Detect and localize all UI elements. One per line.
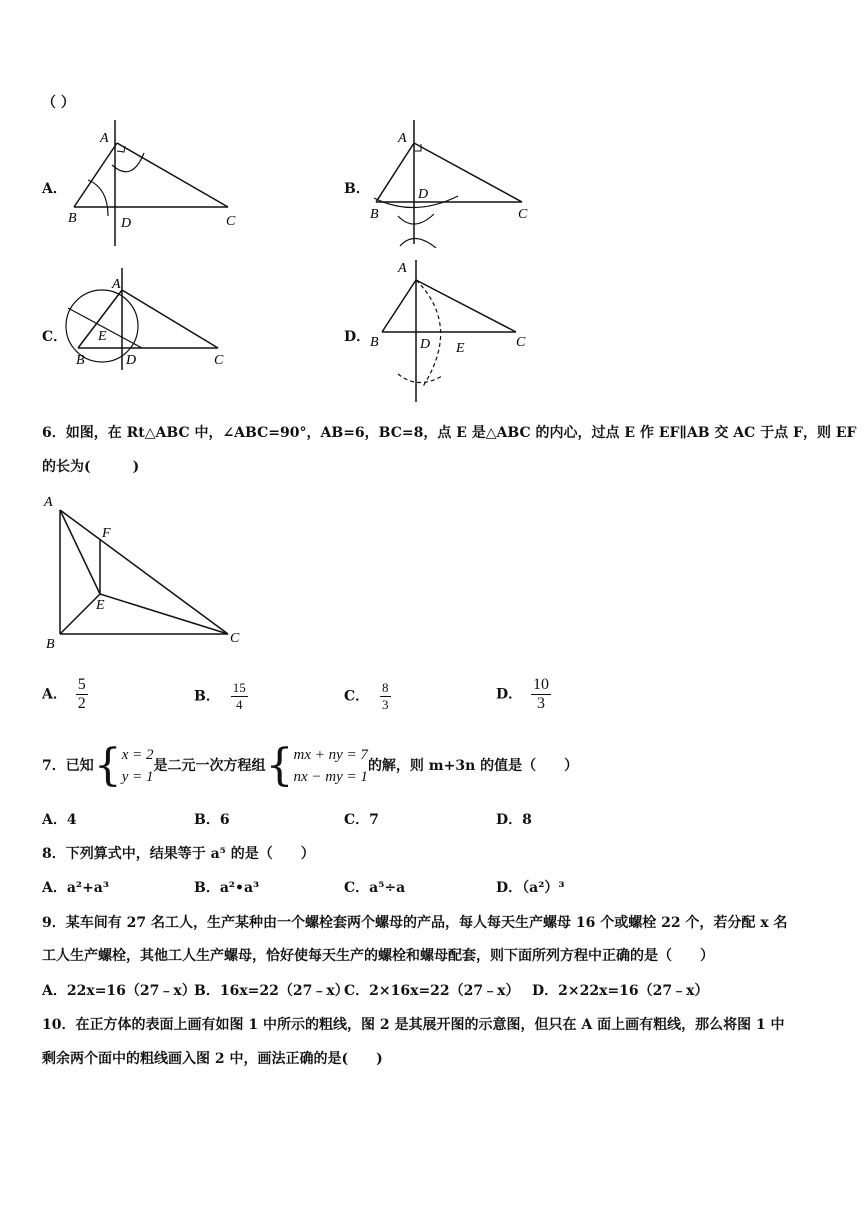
q8-stem: 8．下列算式中，结果等于 a⁵ 的是（ ）	[42, 846, 315, 862]
fig-b-label-d: D	[418, 187, 429, 202]
q5-option-c-figure	[60, 264, 240, 374]
q7-suffix: 的解，则 m+3n 的值是（ ）	[367, 758, 579, 774]
q7-stem	[42, 738, 578, 794]
q9-stem-line1: 9．某车间有 27 名工人，生产某种由一个螺栓套两个螺母的产品，每人每天生产螺母 16 个或螺栓 22 个，若分配 x 名	[42, 915, 788, 931]
q7-system-1-eq1: x = 2	[121, 747, 154, 763]
fig-c-label-c: C	[214, 353, 224, 368]
q7-option-c: C．7	[344, 812, 379, 828]
q5-option-b-letter: B．	[344, 181, 370, 197]
fig-c-label-e: E	[98, 329, 107, 344]
fig-a-label-c: C	[226, 214, 236, 229]
q6-option-b-fraction	[231, 680, 248, 713]
q6-option-d-den: 3	[537, 695, 546, 712]
q7-prefix: 7．已知	[42, 758, 94, 774]
q6-option-d-num: 10	[533, 676, 550, 693]
q10-stem-line2: 剩余两个面中的粗线画入图 2 中，画法正确的是( )	[42, 1051, 383, 1067]
q6-option-a-fraction	[76, 676, 88, 713]
q6-label-c: C	[230, 631, 240, 646]
fig-d-label-a: A	[398, 261, 407, 276]
q5-option-a-letter: A．	[42, 181, 67, 197]
q5-option-d-letter: D．	[344, 329, 371, 345]
fig-d-label-e: E	[456, 341, 465, 356]
q8-option-b: B．a²•a³	[194, 880, 260, 896]
q7-brace-2: {	[265, 740, 294, 791]
fig-c-label-d: D	[126, 353, 137, 368]
q5-option-a-figure	[60, 118, 250, 248]
q7-system-2-eq1: mx + ny = 7	[293, 747, 368, 763]
q5-option-d-figure	[362, 256, 542, 406]
q6-option-c-letter: C．	[344, 688, 370, 705]
q7-brace-1: {	[93, 740, 122, 791]
q6-option-b	[194, 680, 248, 713]
fig-b-label-c: C	[518, 207, 528, 222]
q9-option-a: A．22x=16（27﹣x）	[42, 983, 196, 999]
q6-option-a-letter: A．	[42, 686, 67, 703]
q6-option-a-den: 2	[77, 695, 86, 712]
q8-option-a: A．a²+a³	[42, 880, 109, 896]
q6-stem-line1: 6．如图，在 Rt△ABC 中，∠ABC=90°，AB=6，BC=8，点 E 是△ABC 的内心，过点 E 作 EF∥AB 交 AC 于点 F，则 EF	[42, 425, 857, 441]
fig-c-label-b: B	[76, 353, 85, 368]
q7-system-1-eq2: y = 1	[121, 769, 154, 785]
q9-option-d: D．2×22x=16（27﹣x）	[532, 983, 709, 999]
q9-stem-line2: 工人生产螺栓，其他工人生产螺母，恰好使每天生产的螺栓和螺母配套，则下面所列方程中正确的是（ ）	[42, 948, 714, 964]
q6-option-d-fraction	[531, 676, 551, 713]
q6-label-b: B	[46, 637, 55, 652]
q6-label-f: F	[102, 526, 111, 541]
q9-option-b: B．16x=22（27﹣x）	[194, 983, 349, 999]
fig-b-label-a: A	[398, 131, 407, 146]
q6-option-b-letter: B．	[194, 688, 220, 705]
q6-figure	[40, 492, 250, 654]
fig-a-label-a: A	[100, 131, 109, 146]
q9-option-c: C．2×16x=22（27﹣x）	[344, 983, 520, 999]
q6-label-a: A	[44, 495, 53, 510]
fig-c-label-a: A	[112, 277, 121, 292]
q6-option-a-num: 5	[77, 676, 86, 693]
q6-stem-line2: 的长为( )	[42, 459, 140, 475]
fig-d-label-b: B	[370, 335, 379, 350]
q8-option-c: C．a⁵÷a	[344, 880, 406, 896]
fig-d-label-d: D	[420, 337, 431, 352]
q7-system-2	[294, 744, 368, 788]
q7-option-a: A．4	[42, 812, 77, 828]
q10-stem-line1: 10．在正方体的表面上画有如图 1 中所示的粗线，图 2 是其展开图的示意图，但只在 A 面上画有粗线，那么将图 1 中	[42, 1017, 785, 1033]
q6-option-a	[42, 676, 88, 713]
q6-option-c-fraction	[380, 680, 391, 713]
q6-label-e: E	[96, 598, 105, 613]
q8-option-d: D．（a²）³	[496, 880, 565, 896]
q6-option-d-letter: D．	[496, 686, 523, 703]
q6-option-d	[496, 676, 551, 713]
q6-option-b-den: 4	[235, 697, 243, 712]
fig-d-label-c: C	[516, 335, 526, 350]
q5-option-c-letter: C．	[42, 329, 68, 345]
q7-option-b: B．6	[194, 812, 230, 828]
fig-b-label-b: B	[370, 207, 379, 222]
q7-system-2-eq2: nx − my = 1	[293, 769, 368, 785]
q7-option-d: D．8	[496, 812, 532, 828]
q6-option-c-num: 8	[382, 680, 389, 695]
fig-a-label-b: B	[68, 211, 77, 226]
q6-option-c-den: 3	[382, 697, 389, 712]
q5-paren: （ ）	[42, 95, 75, 111]
q5-option-b-figure	[362, 118, 542, 248]
q7-middle: 是二元一次方程组	[153, 758, 266, 774]
q7-system-1	[122, 744, 154, 788]
q6-option-c	[344, 680, 391, 713]
q6-option-b-num: 15	[232, 680, 246, 695]
fig-a-label-d: D	[121, 216, 132, 231]
